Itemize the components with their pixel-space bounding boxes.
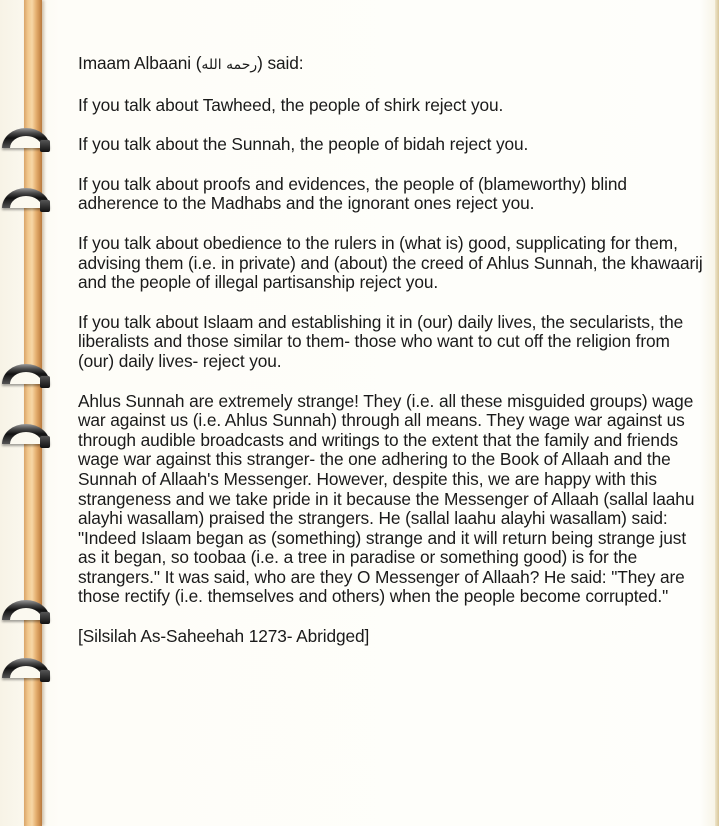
binder-ring-icon	[2, 424, 50, 444]
citation: [Silsilah As-Saheehah 1273- Abridged]	[78, 626, 370, 647]
binder-ring-icon	[2, 188, 50, 208]
binder-ring-icon	[2, 364, 50, 384]
notebook-spine	[24, 0, 42, 826]
arabic-honorific: رحمه الله	[201, 57, 258, 73]
binder-ring-icon	[2, 658, 50, 678]
paragraph-tawheed: If you talk about Tawheed, the people of shirk reject you.	[78, 94, 504, 115]
binder-ring-icon	[2, 600, 50, 620]
quote-intro: Imaam Albaani (رحمه الله) said:	[78, 53, 304, 73]
paragraph-strangers: Ahlus Sunnah are extremely strange! They (i.e. all these misguided groups) wage war against us (i.e. Ahlus Sunnah) through all means. They wage war against us through audible broadcasts and writings to the extent that the family and friends wage war against this stranger- the one adhering to the Book of Allaah and the Sunnah of Allaah's Messenger. However, despite this, we are happy with this strangeness and we take pride in it because the Messenger of Allaah (sallal laahu alayhi wasallam) praised the strangers. He (sallal laahu alayhi wasallam) said: "Indeed Islaam began as (something) strange and it will return being strange just as it began, so toobaa (i.e. a tree in paradise or something good) is for the strangers." It was said, who are they O Messenger of Allaah? He said: "They are those rectify (i.e. themselves and others) when the people become corrupted."	[78, 390, 695, 607]
paragraph-sunnah: If you talk about the Sunnah, the people of bidah reject you.	[78, 134, 529, 155]
quote-body	[78, 54, 708, 667]
page-edge	[715, 0, 719, 826]
paragraph-rulers: If you talk about obedience to the rulers in (what is) good, supplicating for them, advising them (i.e. in private) and (about) the creed of Ahlus Sunnah, the khawaarij and the people of illegal partisanship reject you.	[78, 232, 703, 293]
paragraph-proofs: If you talk about proofs and evidences, the people of (blameworthy) blind adherence to the Madhabs and the ignorant ones reject you.	[78, 173, 627, 214]
binder-ring-icon	[2, 128, 50, 148]
paragraph-islaam: If you talk about Islaam and establishing it in (our) daily lives, the secularists, the liberalists and those similar to them- those who want to cut off the religion from (our) daily lives- reject you.	[78, 311, 684, 371]
